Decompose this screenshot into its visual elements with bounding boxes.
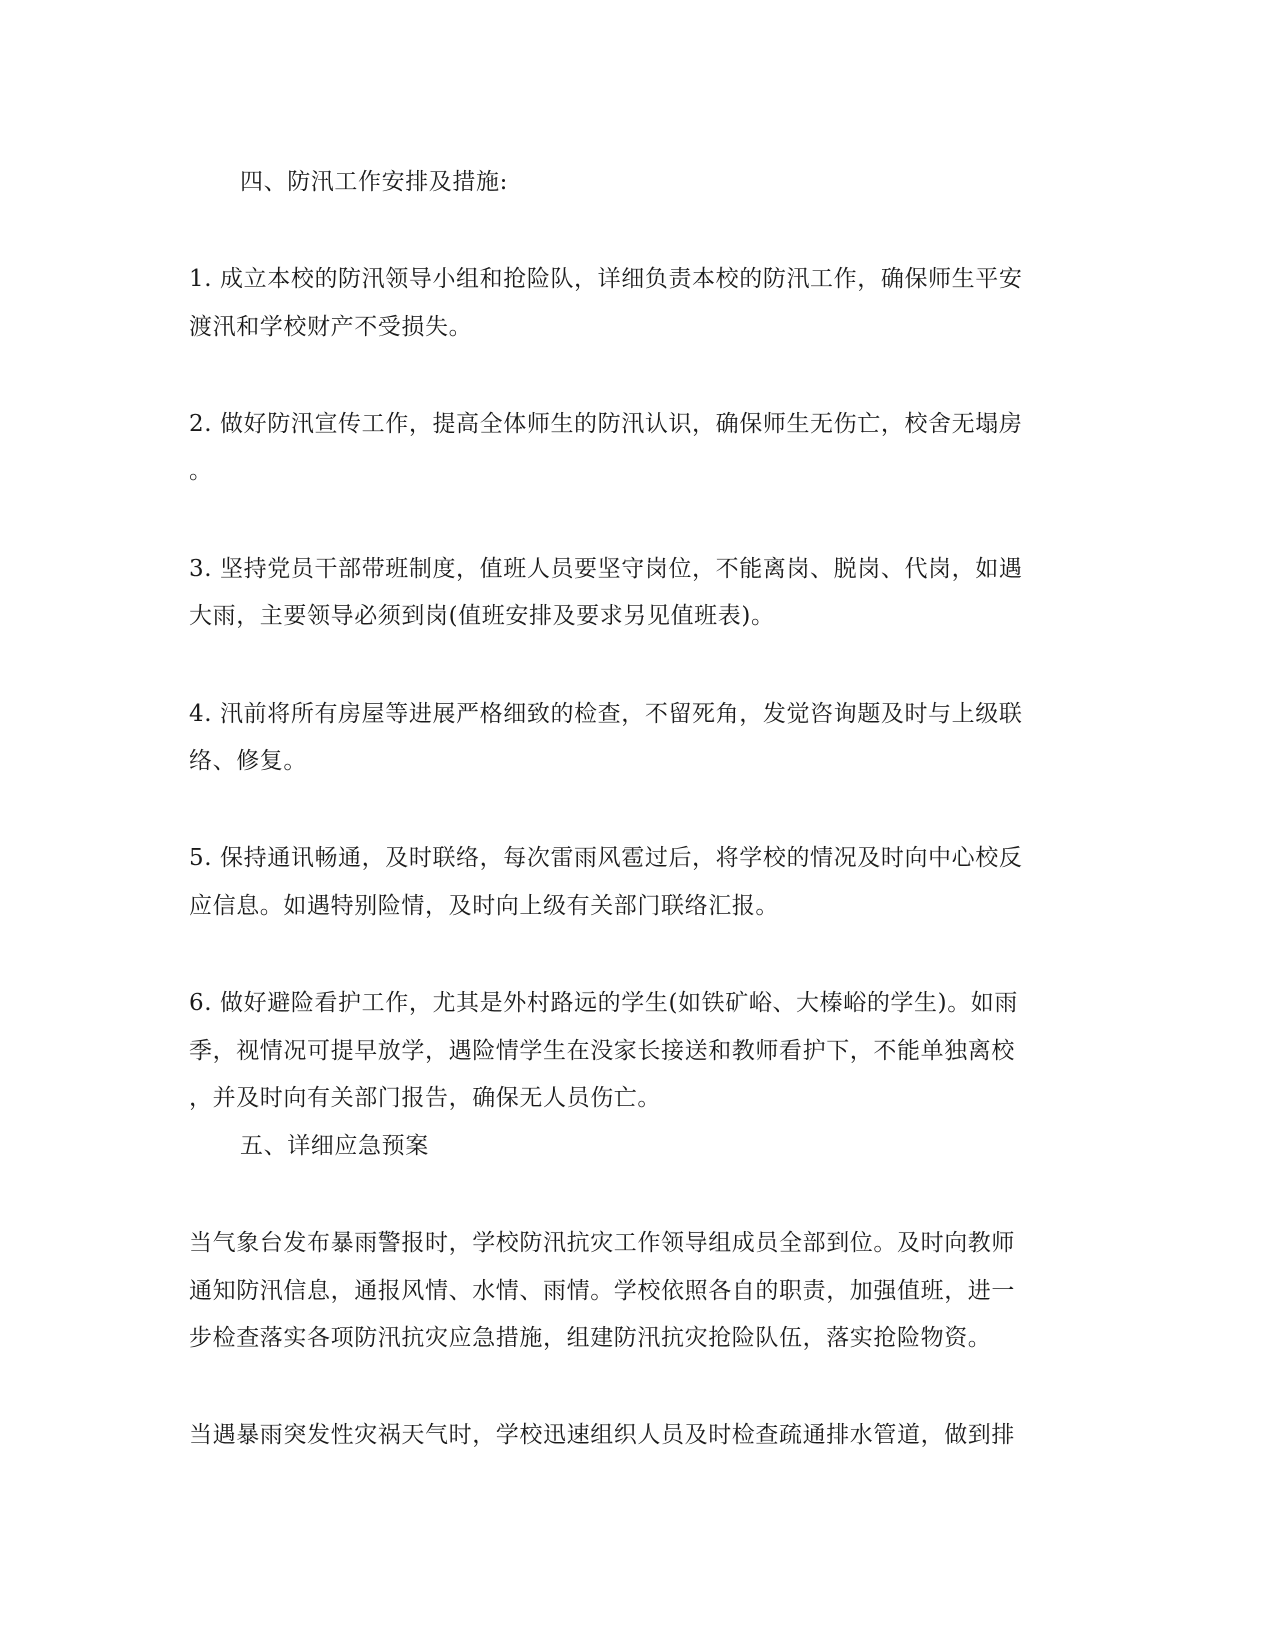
item-5-line-1: 5. 保持通讯畅通，及时联络，每次雷雨风雹过后，将学校的情况及时向中心校反: [189, 845, 1023, 871]
item-1-line-2: 渡汛和学校财产不受损失。: [189, 314, 473, 340]
item-2-line-1: 2. 做好防汛宣传工作，提高全体师生的防汛认识，确保师生无伤亡，校舍无塌房: [189, 411, 1023, 437]
paragraph-1-line-2: 通知防汛信息，通报风情、水情、雨情。学校依照各自的职责，加强值班，进一: [189, 1278, 1015, 1304]
item-4-line-2: 络、修复。: [189, 748, 307, 774]
item-3-line-1: 3. 坚持党员干部带班制度，值班人员要坚守岗位，不能离岗、脱岗、代岗，如遇: [189, 556, 1023, 582]
item-5-line-2: 应信息。如遇特别险情，及时向上级有关部门联络汇报。: [189, 893, 779, 919]
section-heading-four: 四、防汛工作安排及措施:: [240, 169, 508, 195]
paragraph-2-line-1: 当遇暴雨突发性灾祸天气时，学校迅速组织人员及时检查疏通排水管道，做到排: [189, 1422, 1015, 1448]
item-3-line-2: 大雨，主要领导必须到岗(值班安排及要求另见值班表)。: [189, 603, 775, 629]
section-heading-five: 五、详细应急预案: [240, 1133, 429, 1159]
item-6-line-3: ，并及时向有关部门报告，确保无人员伤亡。: [189, 1085, 661, 1111]
item-2-line-2: 。: [189, 458, 213, 484]
item-6-line-2: 季，视情况可提早放学，遇险情学生在没家长接送和教师看护下，不能单独离校: [189, 1038, 1015, 1064]
item-1-line-1: 1. 成立本校的防汛领导小组和抢险队，详细负责本校的防汛工作，确保师生平安: [189, 266, 1023, 292]
item-4-line-1: 4. 汛前将所有房屋等进展严格细致的检查，不留死角，发觉咨询题及时与上级联: [189, 701, 1023, 727]
paragraph-1-line-3: 步检查落实各项防汛抗灾应急措施，组建防汛抗灾抢险队伍，落实抢险物资。: [189, 1325, 992, 1351]
paragraph-1-line-1: 当气象台发布暴雨警报时，学校防汛抗灾工作领导组成员全部到位。及时向教师: [189, 1230, 1015, 1256]
item-6-line-1: 6. 做好避险看护工作，尤其是外村路远的学生(如铁矿峪、大榛峪的学生)。如雨: [189, 990, 1019, 1016]
